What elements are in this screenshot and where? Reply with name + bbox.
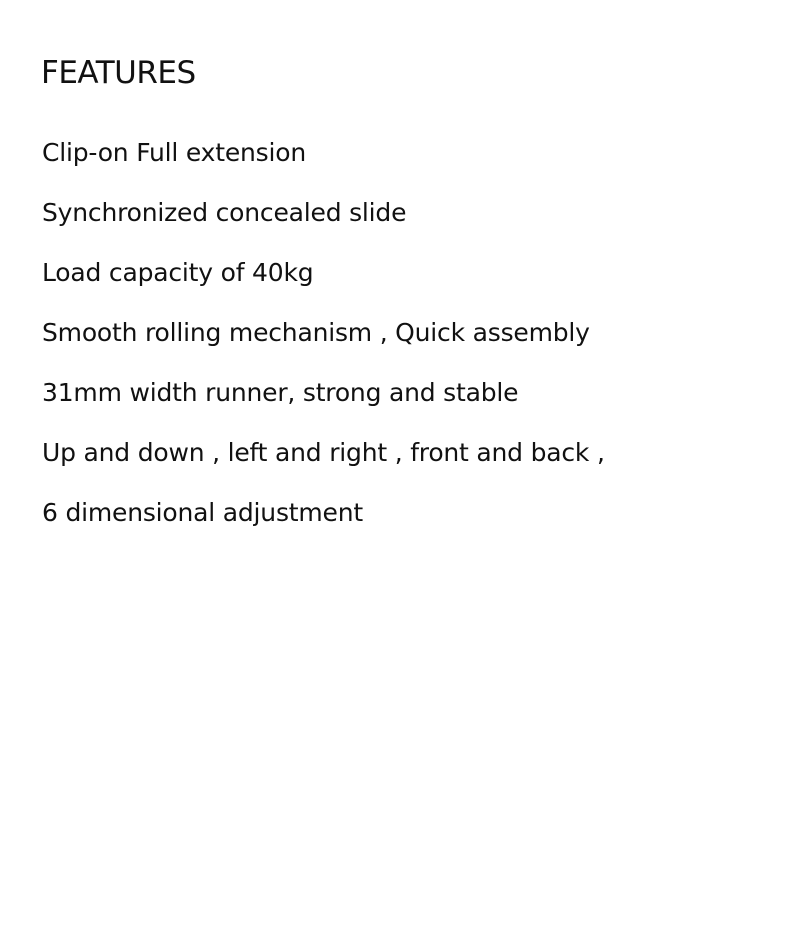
feature-item: 6 dimensional adjustment bbox=[42, 498, 363, 527]
feature-item: Load capacity of 40kg bbox=[42, 258, 314, 287]
feature-item: Up and down , left and right , front and back , bbox=[42, 438, 605, 467]
features-heading: FEATURES bbox=[41, 55, 196, 91]
feature-item: Clip-on Full extension bbox=[42, 138, 306, 167]
feature-item: 31mm width runner, strong and stable bbox=[42, 378, 519, 407]
feature-item: Synchronized concealed slide bbox=[42, 198, 407, 227]
features-list bbox=[42, 136, 605, 556]
feature-item: Smooth rolling mechanism , Quick assembly bbox=[42, 318, 590, 347]
